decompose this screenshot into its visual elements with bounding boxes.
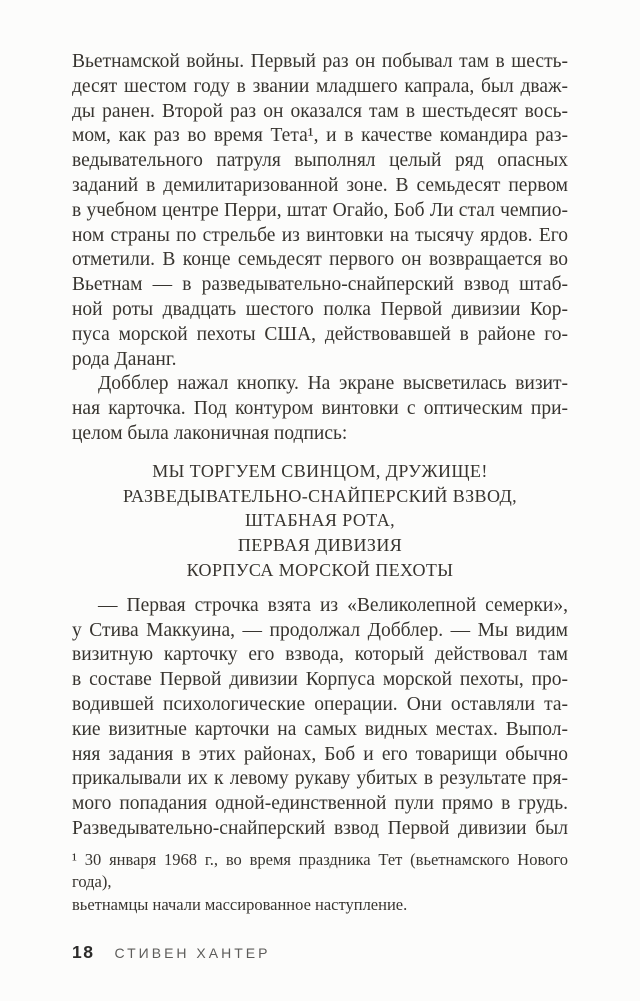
text-line: ном страны по стрельбе из винтовки на тысячу ярдов. Его — [72, 224, 568, 246]
text-line: мого попадания одной-единственной пули прямо в грудь. — [72, 793, 568, 815]
paragraph-2 — [72, 372, 568, 446]
text-line: в учебном центре Перри, штат Огайо, Боб Ли стал чемпио- — [72, 199, 568, 221]
page-text-block — [72, 50, 568, 966]
text-line: Вьетнамской войны. Первый раз он побывал там в шесть- — [72, 51, 568, 72]
text-line: у Стива Маккуина, — продолжал Добблер. — Мы видим — [72, 619, 568, 641]
business-card-inscription — [72, 459, 568, 583]
text-line: мом, как раз во время Тета¹, и в качестве командира раз- — [72, 125, 568, 147]
paragraph-3-dialogue — [72, 594, 568, 842]
text-line: Разведывательно-снайперский взвод Первой дивизии был — [72, 817, 568, 839]
footnote-line: ¹ 30 января 1968 г., во время праздника Тет (вьетнамского Нового года), — [72, 849, 568, 892]
footnote-line: вьетнамцы начали массированное наступление. — [72, 894, 408, 914]
text-line: ды ранен. Второй раз он оказался там в шестьдесят вось- — [72, 100, 568, 122]
text-line: Вьетнам — в разведывательно-снайперский взвод штаб- — [72, 274, 568, 296]
text-line: десят шестом году в звании младшего капрала, был дваж- — [72, 75, 568, 97]
paragraph-1 — [72, 50, 568, 372]
card-text-line: РАЗВЕДЫВАТЕЛЬНО-СНАЙПЕРСКИЙ ВЗВОД, — [122, 485, 518, 506]
page-number: 18 — [72, 941, 95, 962]
text-line: пуса морской пехоты США, действовавшей в районе го- — [72, 323, 568, 345]
text-line: ная карточка. Под контуром винтовки с оптическим при- — [72, 398, 568, 420]
footnote — [72, 849, 568, 916]
text-line: няя задания в этих районах, Боб и его товарищи обычно — [72, 743, 568, 765]
text-line: целом была лаконичная подпись: — [72, 422, 348, 444]
text-line: — Первая строчка взята из «Великолепной семерки», — [98, 594, 568, 616]
card-text-line: ШТАБНАЯ РОТА, — [244, 510, 396, 531]
text-line: отметили. В конце семьдесят первого он возвращается во — [72, 249, 568, 271]
text-line: рода Дананг. — [72, 348, 177, 370]
card-text-line: МЫ ТОРГУЕМ СВИНЦОМ, ДРУЖИЩЕ! — [152, 460, 488, 481]
running-title-author: СТИВЕН ХАНТЕР — [114, 944, 271, 961]
text-line: кие визитные карточки на самых видных местах. Выпол- — [72, 718, 568, 740]
card-text-line: КОРПУСА МОРСКОЙ ПЕХОТЫ — [186, 559, 454, 580]
text-line: водившей психологические операции. Они оставляли та- — [72, 693, 568, 715]
text-line: Добблер нажал кнопку. На экране высветилась визит- — [98, 373, 568, 395]
text-line: прикалывали их к левому рукаву убитых в результате пря- — [72, 768, 568, 790]
card-text-line: ПЕРВАЯ ДИВИЗИЯ — [237, 535, 403, 556]
text-line: ной роты двадцать шестого полка Первой дивизии Кор- — [72, 298, 568, 320]
text-line: в составе Первой дивизии Корпуса морской пехоты, про- — [72, 669, 568, 691]
text-line: заданий в демилитаризованной зоне. В семьдесят первом — [72, 174, 568, 196]
page-footer — [72, 940, 568, 966]
text-line: визитную карточку его взвода, который действовал там — [72, 644, 568, 666]
text-line: ведывательного патруля выполнял целый ряд опасных — [72, 150, 568, 172]
